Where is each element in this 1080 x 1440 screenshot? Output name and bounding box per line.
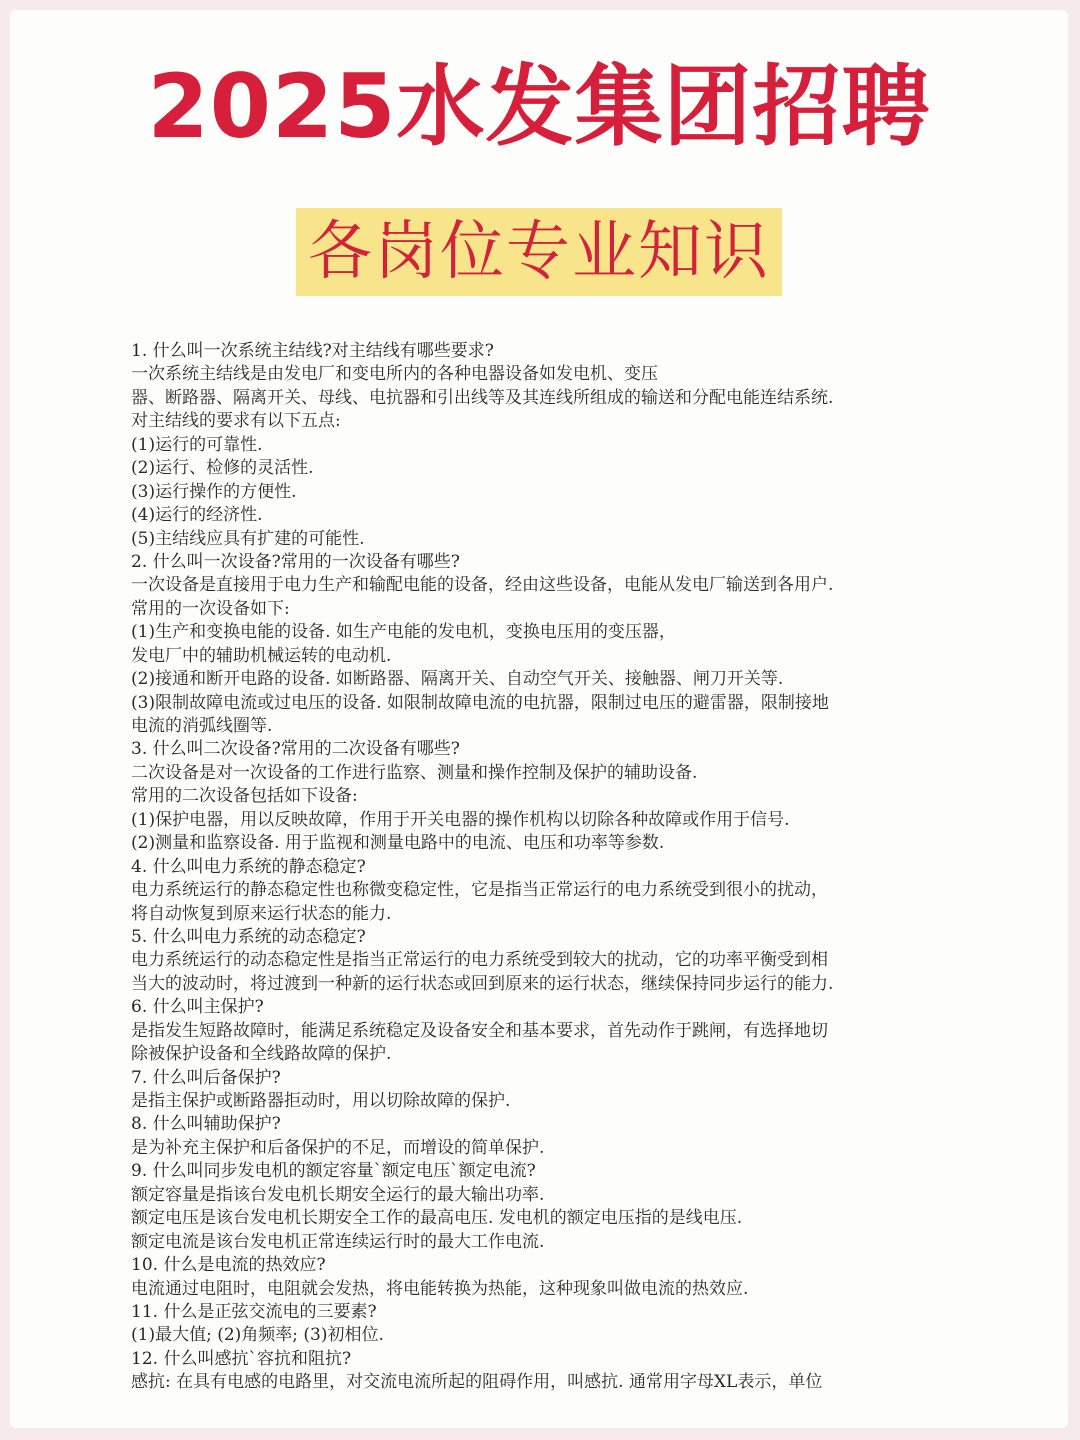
question-line: 2. 什么叫一次设备?常用的一次设备有哪些? [131, 551, 460, 572]
body-line: 常用的一次设备如下: [131, 598, 290, 619]
question-line: 7. 什么叫后备保护? [131, 1067, 281, 1088]
subtitle-banner [10, 208, 1068, 296]
question-line: 5. 什么叫电力系统的动态稳定? [131, 926, 366, 947]
body-line: (1)运行的可靠性. [131, 434, 263, 455]
body-line: (1)生产和变换电能的设备. 如生产电能的发电机，变换电压用的变压器， [131, 622, 676, 643]
question-line: 3. 什么叫二次设备?常用的二次设备有哪些? [131, 739, 460, 760]
body-line: 器、断路器、隔离开关、母线、电抗器和引出线等及其连线所组成的输送和分配电能连结系统. [131, 387, 834, 408]
body-line: 额定容量是指该台发电机长期安全运行的最大输出功率. [131, 1184, 545, 1205]
body-line: 电力系统运行的静态稳定性也称微变稳定性，它是指当正常运行的电力系统受到很小的扰动， [131, 880, 828, 901]
body-line: 发电厂中的辅助机械运转的电动机. [131, 645, 392, 666]
body-line: 二次设备是对一次设备的工作进行监察、测量和操作控制及保护的辅助设备. [131, 762, 698, 783]
body-line: (3)运行操作的方便性. [131, 481, 297, 502]
body-line: 将自动恢复到原来运行状态的能力. [131, 903, 392, 924]
question-line: 10. 什么是电流的热效应? [131, 1255, 326, 1276]
body-line: 是指发生短路故障时，能满足系统稳定及设备安全和基本要求，首先动作于跳闸，有选择地切 [131, 1020, 828, 1041]
question-line: 9. 什么叫同步发电机的额定容量`额定电压`额定电流? [131, 1161, 536, 1182]
body-line: 电力系统运行的动态稳定性是指当正常运行的电力系统受到较大的扰动，它的功率平衡受到相 [131, 950, 828, 971]
body-line: 额定电压是该台发电机长期安全工作的最高电压. 发电机的额定电压指的是线电压. [131, 1208, 743, 1229]
body-line: 额定电流是该台发电机正常连续运行时的最大工作电流. [131, 1231, 545, 1252]
body-line: (1)保护电器，用以反映故障，作用于开关电器的操作机构以切除各种故障或作用于信号. [131, 809, 790, 830]
body-line: (2)接通和断开电路的设备. 如断路器、隔离开关、自动空气开关、接触器、闸刀开关等. [131, 669, 784, 690]
body-line: (1)最大值; (2)角频率; (3)初相位. [131, 1325, 384, 1346]
body-line: 电流通过电阻时，电阻就会发热，将电能转换为热能，这种现象叫做电流的热效应. [131, 1278, 749, 1299]
page-subtitle: 各岗位专业知识 [296, 208, 782, 296]
body-line: 对主结线的要求有以下五点: [131, 411, 341, 432]
body-line: 是指主保护或断路器拒动时，用以切除故障的保护. [131, 1091, 511, 1111]
body-line: (2)测量和监察设备. 用于监视和测量电路中的电流、电压和功率等参数. [131, 833, 665, 854]
body-line: 一次系统主结线是由发电厂和变电所内的各种电器设备如发电机、变压 [131, 364, 658, 385]
document-page [10, 10, 1068, 1428]
body-line: 感抗: 在具有电感的电路里，对交流电流所起的阻碍作用，叫感抗. 通常用字母XL表示，单位 [131, 1372, 823, 1393]
body-line: (4)运行的经济性. [131, 505, 263, 526]
body-line: (5)主结线应具有扩建的可能性. [131, 528, 365, 549]
body-line: 是为补充主保护和后备保护的不足，而增设的简单保护. [131, 1137, 545, 1158]
body-line: 电流的消弧线圈等. [131, 716, 273, 736]
body-line: 常用的二次设备包括如下设备: [131, 786, 358, 807]
document-body [131, 340, 961, 1395]
page-title: 2025水发集团招聘 [147, 55, 931, 158]
question-line: 8. 什么叫辅助保护? [131, 1114, 281, 1135]
body-line: (2)运行、检修的灵活性. [131, 458, 314, 479]
body-line: 除被保护设备和全线路故障的保护. [131, 1044, 392, 1065]
question-line: 1. 什么叫一次系统主结线?对主结线有哪些要求? [131, 341, 494, 361]
question-line: 11. 什么是正弦交流电的三要素? [131, 1301, 377, 1322]
body-line: 当大的波动时，将过渡到一种新的运行状态或回到原来的运行状态，继续保持同步运行的能力. [131, 973, 834, 994]
question-line: 12. 什么叫感抗`容抗和阻抗? [131, 1348, 352, 1369]
question-line: 6. 什么叫主保护? [131, 997, 264, 1018]
question-line: 4. 什么叫电力系统的静态稳定? [131, 856, 366, 877]
body-line: 一次设备是直接用于电力生产和输配电能的设备，经由这些设备，电能从发电厂输送到各用户. [131, 575, 834, 596]
body-line: (3)限制故障电流或过电压的设备. 如限制故障电流的电抗器，限制过电压的避雷器，限制接地 [131, 692, 829, 713]
